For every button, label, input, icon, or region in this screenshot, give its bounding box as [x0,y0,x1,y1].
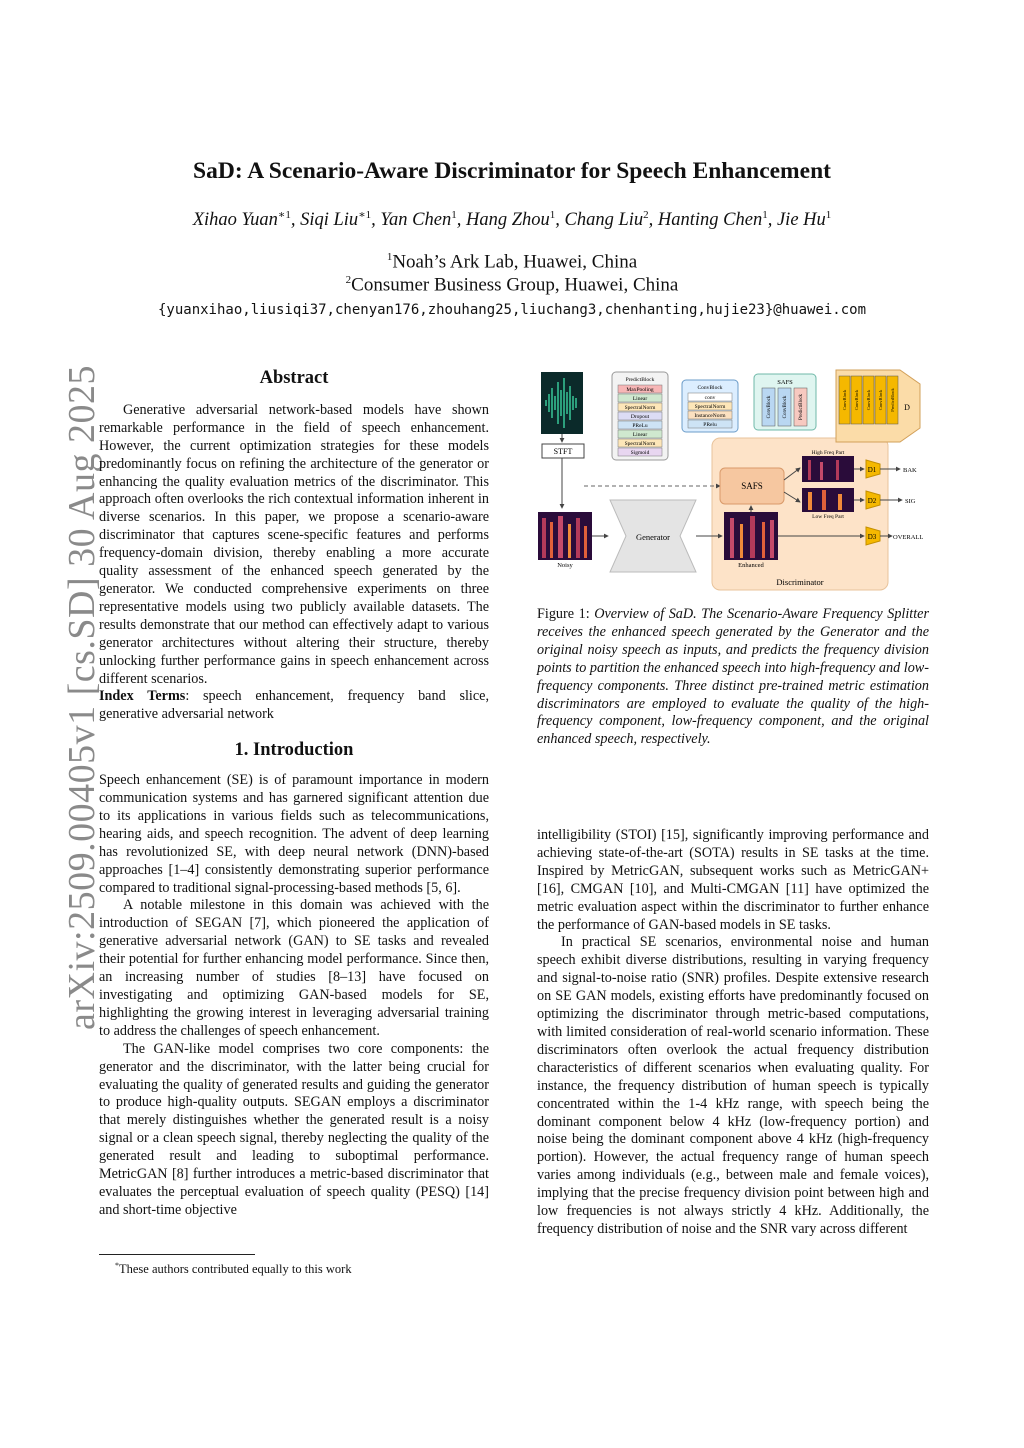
sig-label: SIG [905,498,916,505]
svg-text:ConvBlock: ConvBlock [697,385,723,391]
right-column [537,827,929,1239]
svg-text:PredictBlock: PredictBlock [890,388,895,412]
intro-heading: 1. Introduction [234,740,354,761]
paper-title: SaD: A Scenario-Aware Discriminator for Speech Enhancement [193,158,831,184]
svg-text:ConvBlock: ConvBlock [842,389,847,411]
svg-text:Dropout: Dropout [630,414,650,420]
footnote-rule [99,1254,255,1255]
svg-text:PRelu: PRelu [703,422,717,428]
svg-text:PredictBlock: PredictBlock [625,377,655,383]
author: Chang Liu$^2$ [564,209,649,231]
figure-1-diagram [536,368,930,596]
overall-label: OVERALL [893,534,924,541]
svg-text:ConvBlock: ConvBlock [783,395,788,419]
d3-label: D3 [867,533,877,541]
author-emails: {yuanxihao,liusiqi37,chenyan176,zhouhang25,liuchang3,chenhanting,hujie23}@huawei.com [157,302,866,318]
noisy-label: Noisy [557,562,573,569]
svg-text:InstanceNorm: InstanceNorm [694,413,726,419]
intro-paragraph: Speech enhancement (SE) is of paramount importance in modern communication systems and has garnered significant attention due to its applications in various fields such as telecommunications, hearing aids, and speech recognition. The advent of deep learning has revolutionized SE, with deep neural network (DNN)-based approaches [1–4] consistently demonstrating superior performance compared to traditional signal-processing-based methods [5, 6]. [99,772,489,896]
bak-label: BAK [903,467,917,474]
body-paragraph: In practical SE scenarios, environmental noise and human speech exhibit diverse distributions, resulting in varying frequency and signal-to-noise ratio (SNR) profiles. Despite extensive research on SE GAN models, existing efforts have predominantly focused on optimizing the discriminator through metric-based computations, with limited consideration of real-world scenario information. These discriminators often overlook the actual frequency distribution characteristics of different scenarios when evaluating quality. For instance, the frequency distribution of human speech is typically concentrated within the 1-4 kHz range, with speech being the dominant component below 4 kHz (low-frequency portion) and noise being the dominant component above 4 kHz (high-frequency portion). However, the actual frequency range of human speech varies among individuals (e.g., between male and female voices), implying that the precise frequency division point between high and low frequencies is not always strictly 4 kHz. Additionally, the frequency distribution of noise and the SNR vary across different [537,934,929,1237]
svg-text:SpectralNorm: SpectralNorm [694,404,726,410]
affiliation: $^2$Consumer Business Group, Huawei, China [345,274,679,296]
left-column [99,370,489,1220]
intro-paragraph: A notable milestone in this domain was achieved with the introduction of SEGAN [7], which pioneered the application of generative adversarial network (GAN) to SE tasks and revealed their potential for further enhancing model performance. Since then, an increasing number of studies [8–13] have focused on investigating and optimizing GAN-based models for SE, highlighting the growing interest in leveraging adversarial training to address the challenges of speech enhancement. [99,897,489,1039]
author: Xihao Yuan$^{∗1}$ [192,209,291,231]
intro-paragraph: The GAN-like model comprises two core components: the generator and the discriminator, with the latter being crucial for evaluating the quality of generated results and guiding the generator to produce high-quality outputs. SEGAN employs a discriminator that merely distinguishes whether the generated result is a noisy signal or a clean speech signal, thereby neglecting the quality of the generated result and leading to suboptimal performance. MetricGAN [8] further introduces a metric-based discriminator that evaluates the perceptual evaluation of speech quality (PESQ) [14] and short-time objective [99,1040,489,1218]
d1-label: D1 [867,466,877,474]
enhanced-label: Enhanced [738,562,764,569]
abstract-heading: Abstract [259,368,329,388]
affiliation: $^1$Noah’s Ark Lab, Huawei, China [386,251,638,273]
svg-text:Linear: Linear [632,396,648,402]
arxiv-identifier: arXiv:2509.00405v1 [cs.SD] 30 Aug 2025 [61,365,103,1030]
author: Yan Chen$^1$ [380,209,457,231]
svg-text:Linear: Linear [632,432,648,438]
author: Hang Zhou$^1$ [465,209,556,231]
figure-caption: Figure 1: Overview of SaD. The Scenario-Aware Frequency Splitter receives the enhanced speech generated by the Generator and the original noisy speech as inputs, and predicts the frequency division points to partition the enhanced speech into high-frequency and low-frequency components. Three distinct pre-trained metric estimation discriminators are employed to evaluate the quality of the high-frequency component, low-frequency component, and the original enhanced speech, respectively. [537,606,930,748]
svg-text:SAFS: SAFS [777,379,793,386]
abstract-text: Generative adversarial network-based models have shown remarkable performance in the field of speech enhancement. However, the current optimization strategies for these models predominantly focus on refining the architecture of the generator or enhancing the quality evaluation metrics of the discriminator. This approach often overlooks the rich contextual information inherent in diverse scenarios. In this paper, we propose a scenario-aware discriminator that captures scene-specific features and performs frequency-domain division, thereby enabling a more accurate quality assessment of the enhanced speech generated by the generator. We conducted comprehensive experiments on three representative models using two publicly available datasets. The results demonstrate that our method can effectively adapt to various generator architectures without altering their structure, thereby unlocking further performance gains in speech enhancement across different scenarios. [99,401,489,687]
svg-text:conv: conv [704,395,716,401]
svg-text:MaxPooling: MaxPooling [626,387,654,393]
svg-text:ConvBlock: ConvBlock [866,389,871,411]
svg-text:ConvBlock: ConvBlock [854,389,859,411]
waveform-icon [541,372,583,434]
author: Hanting Chen$^1$ [657,209,768,231]
footnote: *These authors contributed equally to this work [115,1261,352,1277]
author: Siqi Liu$^{∗1}$ [300,209,372,231]
enhanced-spectrogram [724,512,778,560]
noisy-spectrogram [538,512,592,560]
high-freq-label: High Freq Part [811,450,845,456]
svg-text:PredictBlock: PredictBlock [799,393,804,421]
svg-text:SpectralNorm: SpectralNorm [624,441,656,447]
generator-label: Generator [636,532,670,542]
svg-text:ConvBlock: ConvBlock [767,395,772,419]
author-list: Xihao Yuan$^{∗1}$, Siqi Liu$^{∗1}$, Yan Chen$^1$, Hang Zhou$^1$, Chang Liu$^2$, Hanting Chen$^1$, Jie Hu$^1$ [192,209,832,231]
svg-text:D: D [904,403,910,412]
svg-text:PReLu: PReLu [632,423,648,429]
stft-label: STFT [553,447,573,456]
svg-text:Sigmoid: Sigmoid [630,450,650,456]
body-paragraph: intelligibility (STOI) [15], significantly improving performance and achieving state-of-the-art (SOTA) results in SE tasks at the time. Inspired by MetricGAN, subsequent works such as MetricGAN+ [16], CMGAN [10], and Multi-CMGAN [11] have optimized the metric evaluation aspect within the discriminator to further enhance the performance of GAN-based models in SE tasks. [537,827,929,933]
low-freq-label: Low Freq Part [812,514,844,520]
svg-text:SpectralNorm: SpectralNorm [624,405,656,411]
discriminator-label: Discriminator [776,577,824,587]
safs-label: SAFS [741,481,763,491]
svg-text:ConvBlock: ConvBlock [878,389,883,411]
d2-label: D2 [867,497,877,505]
author: Jie Hu$^1$ [776,209,832,231]
index-terms: Index Terms: speech enhancement, frequency band slice, generative adversarial network [99,688,489,723]
